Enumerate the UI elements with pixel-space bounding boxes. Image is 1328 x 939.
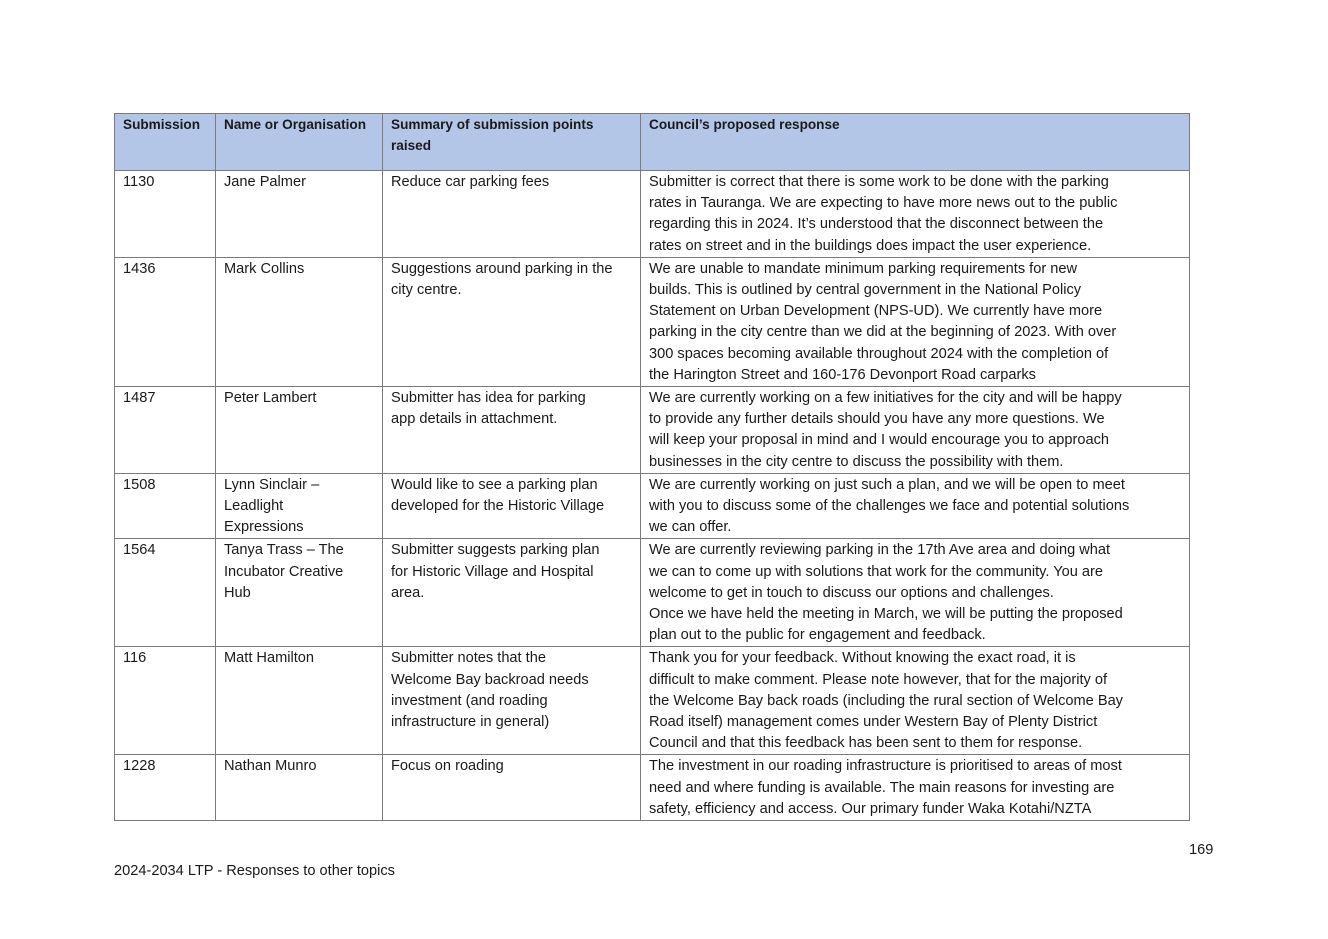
cell-line: Incubator Creative (224, 563, 344, 580)
cell-name (216, 257, 383, 386)
cell-name (216, 171, 383, 258)
cell-line: Submitter has idea for parking (391, 390, 586, 407)
cell-line: regarding this in 2024. It’s understood that the disconnect between the (649, 216, 1104, 233)
cell-submission-number: 1508 (115, 473, 216, 539)
table-row (115, 647, 1190, 755)
cell-line: safety, efficiency and access. Our primary funder Waka Kotahi/NZTA (649, 800, 1092, 817)
cell-line: rates on street and in the buildings does impact the user experience. (649, 237, 1092, 254)
cell-line: Reduce car parking fees (391, 174, 550, 190)
cell-line: Council and that this feedback has been sent to them for response. (649, 735, 1083, 752)
cell-line: we can offer. (649, 519, 732, 536)
cell-line: 300 spaces becoming available throughout 2024 with the completion of (649, 345, 1109, 362)
cell-line: parking in the city centre than we did at the beginning of 2023. With over (649, 324, 1117, 341)
cell-line: We are currently working on a few initiatives for the city and will be happy (649, 390, 1122, 407)
cell-line: Statement on Urban Development (NPS-UD). We currently have more (649, 303, 1103, 320)
cell-line: Expressions (224, 519, 304, 536)
cell-name (216, 755, 383, 821)
cell-name (216, 647, 383, 755)
footer-document-title: 2024-2034 LTP - Responses to other topics (114, 863, 395, 879)
cell-line: Welcome Bay backroad needs (391, 671, 589, 688)
cell-line: city centre. (391, 282, 462, 299)
cell-response (641, 539, 1190, 647)
table-row (115, 171, 1190, 258)
cell-line: rates in Tauranga. We are expecting to have more news out to the public (649, 195, 1118, 212)
cell-line: Hub (224, 584, 251, 601)
header-summary-line: raised (391, 137, 432, 153)
cell-summary (383, 473, 641, 539)
cell-response (641, 387, 1190, 474)
cell-line: Submitter is correct that there is some work to be done with the parking (649, 174, 1109, 190)
header-summary-line: Summary of submission points (391, 117, 594, 132)
cell-response (641, 257, 1190, 386)
cell-summary (383, 171, 641, 258)
cell-line: We are currently working on just such a plan, and we will be open to meet (649, 476, 1125, 493)
cell-line: Road itself) management comes under Western Bay of Plenty District (649, 714, 1098, 731)
cell-line: Submitter notes that the (391, 650, 546, 667)
cell-line: Peter Lambert (224, 390, 317, 407)
cell-line: welcome to get in touch to discuss our options and challenges. (649, 584, 1054, 601)
cell-response (641, 473, 1190, 539)
cell-line: businesses in the city centre to discuss the possibility with them. (649, 453, 1064, 470)
cell-line: Would like to see a parking plan (391, 476, 598, 493)
cell-line: Submitter suggests parking plan (391, 542, 600, 559)
cell-summary (383, 755, 641, 821)
table-row (115, 257, 1190, 386)
cell-line: investment (and roading (391, 692, 548, 709)
cell-summary (383, 387, 641, 474)
submissions-response-table (114, 113, 1190, 821)
table-body (115, 171, 1190, 821)
cell-response (641, 171, 1190, 258)
cell-response (641, 755, 1190, 821)
cell-line: for Historic Village and Hospital (391, 563, 594, 580)
cell-line: to provide any further details should you have any more questions. We (649, 411, 1105, 428)
table-row (115, 755, 1190, 821)
table-row (115, 539, 1190, 647)
cell-line: the Welcome Bay back roads (including the rural section of Welcome Bay (649, 692, 1123, 709)
header-summary (383, 114, 641, 171)
cell-response (641, 647, 1190, 755)
cell-summary (383, 539, 641, 647)
cell-line: The investment in our roading infrastructure is prioritised to areas of most (649, 758, 1122, 775)
cell-line: Mark Collins (224, 260, 305, 277)
cell-name (216, 473, 383, 539)
cell-submission-number: 116 (115, 647, 216, 755)
cell-line: Matt Hamilton (224, 650, 315, 667)
cell-name (216, 387, 383, 474)
header-submission: Submission (115, 114, 216, 171)
cell-submission-number: 1228 (115, 755, 216, 821)
table-row (115, 473, 1190, 539)
cell-line: area. (391, 584, 425, 601)
cell-line: Lynn Sinclair – (224, 476, 320, 493)
cell-submission-number: 1436 (115, 257, 216, 386)
cell-line: We are unable to mandate minimum parking requirements for new (649, 260, 1078, 277)
cell-line: plan out to the public for engagement and feedback. (649, 627, 986, 644)
cell-line: will keep your proposal in mind and I would encourage you to approach (649, 432, 1109, 449)
cell-line: difficult to make comment. Please note however, that for the majority of (649, 671, 1108, 688)
cell-line: Suggestions around parking in the (391, 260, 613, 277)
cell-line: Once we have held the meeting in March, we will be putting the proposed (649, 606, 1123, 623)
cell-line: developed for the Historic Village (391, 498, 605, 515)
cell-line: need and where funding is available. The main reasons for investing are (649, 779, 1115, 796)
cell-submission-number: 1130 (115, 171, 216, 258)
cell-summary (383, 257, 641, 386)
cell-line: Nathan Munro (224, 758, 317, 775)
table-row (115, 387, 1190, 474)
cell-line: Leadlight (224, 498, 284, 515)
cell-line: infrastructure in general) (391, 714, 550, 731)
cell-line: app details in attachment. (391, 411, 558, 428)
cell-line: Jane Palmer (224, 174, 306, 190)
cell-summary (383, 647, 641, 755)
header-row (115, 114, 1190, 171)
header-name-or-organisation: Name or Organisation (216, 114, 383, 171)
cell-line: Tanya Trass – The (224, 542, 344, 559)
table-header (115, 114, 1190, 171)
cell-submission-number: 1564 (115, 539, 216, 647)
cell-line: with you to discuss some of the challenges we face and potential solutions (649, 498, 1130, 515)
cell-line: Thank you for your feedback. Without knowing the exact road, it is (649, 650, 1076, 667)
cell-line: Focus on roading (391, 758, 504, 775)
cell-line: we can to come up with solutions that work for the community. You are (649, 563, 1103, 580)
cell-submission-number: 1487 (115, 387, 216, 474)
page-number: 169 (1189, 842, 1214, 858)
cell-line: builds. This is outlined by central government in the National Policy (649, 282, 1082, 299)
cell-line: the Harington Street and 160-176 Devonport Road carparks (649, 366, 1036, 383)
header-council-response: Council’s proposed response (641, 114, 1190, 171)
cell-line: We are currently reviewing parking in the 17th Ave area and doing what (649, 542, 1111, 559)
cell-name (216, 539, 383, 647)
